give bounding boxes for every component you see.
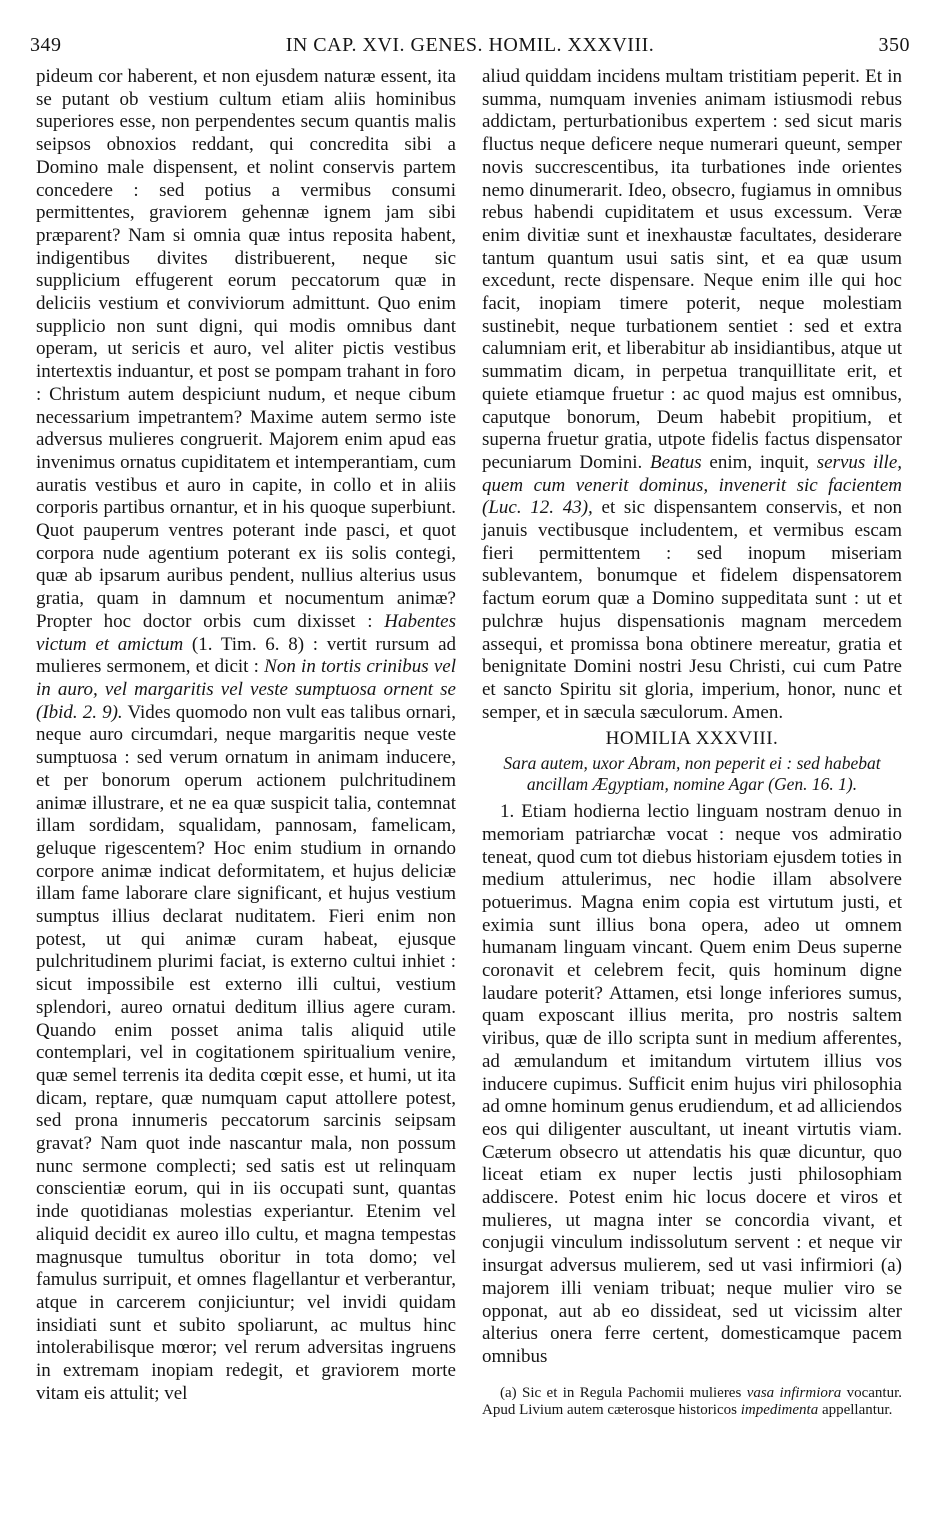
scripture-quote: Non in tortis crinibus vel in auro, vel margaritis vel veste sumptuosa ornent se (Ibid. 2. 9). xyxy=(36,656,457,723)
scripture-quote: Habentes victum et amictum xyxy=(36,610,456,655)
footnote-text: appellantur. xyxy=(821,1401,893,1418)
scripture-quote: Beatus xyxy=(649,451,702,473)
running-title: IN CAP. XVI. GENES. HOMIL. XXXVIII. xyxy=(285,34,655,56)
body-text: (1. Tim. 6. 8) : vertit rursum ad mulieres sermonem, et dicit : xyxy=(36,633,456,678)
right-column-continuation xyxy=(482,66,902,724)
body-text: aliud quiddam incidens multam tristitiam peperit. Et in summa, numquam invenies animam istiusmodi rebus addictam, perturbationibus expertem : sed sicut maris fluctus neque deficere neque numerari queunt, semper novis succrescentibus, ita turbationes inde orientes nemo dinumerarit. Ideo, obsecro, fugiamus in omnibus rebus habendi cupiditatem et usus excessum. Veræ enim divitiæ sunt et inexhaustæ facultates, desiderare tantum quantum usui satis sint, et ea quæ usum excedunt, recte dispensare. Neque enim ille qui hoc facit, inopiam timere poterit, neque molestiam sustinebit, neque turbationem sentiet : sed et extra calumniam erit, et liberabitur ab insidiantibus, atque ut summatim dicam, in perpetua tranquillitate erit, et quiete etiamque fruetur : ac quod majus est omnibus, caputque bonorum, Deum habebit propitium, et superna fruetur gratia, utpote fidelis factus dispensator pecuniarum Domini. xyxy=(482,66,902,473)
footnote-text: (a) Sic et in Regula Pachomii mulieres xyxy=(500,1384,742,1401)
body-text: et sic dispensantem conservis, et non januis vectibusque includentem, et vermibus escam fieri permittentem : sed inopum miseriam sublevantem, bonumque et fidelem dispensatorem factum eorum quæ a Domino suppeditata sunt : ut et pulchræ hujus dispensationis magnam mercedem assequi, et promissa bona obtinere mereatur, gratia et benignitate Domini nostri Jesu Christi, cui cum Patre et sancto Spiritu sit gloria, imperium, honor, nunc et semper, et in sæcula sæculorum. Amen. xyxy=(482,497,902,723)
body-text: pideum cor haberent, et non ejusdem naturæ essent, ita se putant ob vestium cultum etiam aliis hominibus superiores esse, non perpendentes secum quantis malis seipsos obnoxios reddant, qui concredita sibi a Domino male dispensent, et nolint conservis partem concedere : sed potius a vermibus consumi permittentes, graviorem gehennæ ignem jam sibi præparent? Nam si omnia quæ intus reposita habent, indigentibus divites distribuerent, neque sic supplicium effugerent eorum peccatorum quæ in deliciis vestium et conviviorum admittunt. Quo enim supplicio non sunt digni, qui modis omnibus dant operam, ut sericis et auro, vel aliter pictis vestibus intertextis induantur, et post se pompam trahant in foro : Christum autem despiciunt nudum, et neque cibum necessarium impetrantem? Maxime autem sermo iste adversus mulieres congruerit. Majorem enim apud eas invenimus ornatus cupiditatem et intemperantiam, cum auratis vestibus et auro in capite, in collo et in aliis corporis partibus ornantur, et in his quoque superbiunt. Quot pauperum ventres poterant inde pasci, et quot corpora nude agentium poterant ex iis solis contegi, quæ ab ipsarum auribus pendent, nullius alterius usus gratia, quam in damnum et nocumentum animæ? Propter hoc doctor orbis cum dixisset : xyxy=(36,66,456,632)
running-header xyxy=(30,34,910,60)
body-text: Vides quomodo non vult eas talibus ornari, neque auro circumdari, neque margaritis neque veste sumptuosa : sed verum ornatum in animam inducere, et per bonorum operum actionem pulchritudinem animæ illustrare, et ne ea quæ suspicit talia, contemnat illam sordidam, squalidam, pannosam, famelicam, geluque rigescentem? Hoc enim studium in ornando corpore animæ indicat deformitatem, et hujus deliciæ illam fame laborare clare significant, et hujus vestium sumptus illius declarat nuditatem. Fieri enim non potest, ut qui animæ curam habeat, ejusque pulchritudinem plurimi faciat, is externo cultui inhiet : sicut impossibile est externo illi cultui, vestium splendori, aureo ornatui deditum illius agere curam. Quando enim posset anima talis aliquid utile contemplari, vel in cogitationem spiritualium venire, quæ semel terrenis ita dedita cœpit esse, et humi, ut ita dicam, reptare, quæ numquam caput attollere potest, sed prona innumeris peccatorum sarcinis seipsam gravat? Nam quot inde nascantur mala, non possum nunc sermone complecti; sed satis est ut relinquam conscientiæ eorum, qui in iis occupati sunt, quantas inde quotidianas molestias experiantur. Etenim vel aliquid decidit ex aureo illo cultu, et magna tempestas magnusque tumultus oboritur in tota domo; vel famulus surripuit, et omnes flagellantur et verberantur, atque in carcerem conjiciuntur; vel invidi quidam insidiati sunt et subito spoliarunt, ac multus hinc intolerabilisque mœror; vel rerum adversitas ingruens in extremam inopiam redegit, et graviorem morte vitam eis attulit; vel xyxy=(36,701,456,1404)
footnote-text: vocantur. Apud Livium autem cæterosque historicos xyxy=(482,1384,903,1418)
page-number-right: 350 xyxy=(878,34,910,56)
homily-paragraph: 1. Etiam hodierna lectio linguam nostram denuo in memoriam patriarchæ vocat : neque vos admiratio teneat, quod cum tot diebus historiam ejusdem toties in medium attulerimus, nec hodie illam absolvere potuerimus. Magna enim copia est virtutum justi, et eximia sunt illius bona opera, adeo ut omnem humanam linguam vincant. Quem enim Deus superne coronavit et celebrem fecit, quis hominum digne laudare poterit? Attamen, etsi longe inferiores sumus, quam exposcant illius merita, pro nostris saltem viribus, quæ de illo scripta sunt in medium afferentes, ad æmulandum et imitandum virtutem illius vos inducere cupimus. Sufficit enim hujus viri philosophia ad omne hominum genus erudiendum, et ad alliciendos eos qui diligenter auscultant, ut ineant virtutis viam. Cæterum obsecro ut attendatis his quæ dicuntur, quo liceat etiam ex nuper lectis justi philosophiam addiscere. Potest enim hic locus docere et viros et mulieres, ut magna inter se concordia vivant, et conjugii vinculum indissolutum servent : et neque vir insurgat adversus mulierem, sed ut vasi infirmiori (a) majorem illi veniam tribuat; neque mulier viro se opponat, aut ab eo dissideat, sed ut vicissim alter alterius onera ferre certent, domesticamque pacem omnibus xyxy=(482,801,903,1367)
homily-heading: HOMILIA XXXVIII. xyxy=(605,728,779,750)
left-column-paragraph xyxy=(36,66,456,1405)
footnote-emphasis: vasa infirmiora xyxy=(746,1384,842,1401)
left-column xyxy=(36,66,456,1405)
page-number-left: 349 xyxy=(30,34,62,56)
scripture-quote: servus ille, quem cum venerit dominus, invenerit sic facientem (Luc. 12. 43), xyxy=(482,451,903,519)
body-text: enim, inquit, xyxy=(709,451,809,473)
footnote xyxy=(482,1385,902,1419)
footnote-emphasis: impedimenta xyxy=(740,1401,819,1418)
right-column xyxy=(482,66,902,1419)
homily-lemma: Sara autem, uxor Abram, non peperit ei : sed habebat ancillam Ægyptiam, nomine Agar (Gen. 16. 1). xyxy=(503,753,881,795)
